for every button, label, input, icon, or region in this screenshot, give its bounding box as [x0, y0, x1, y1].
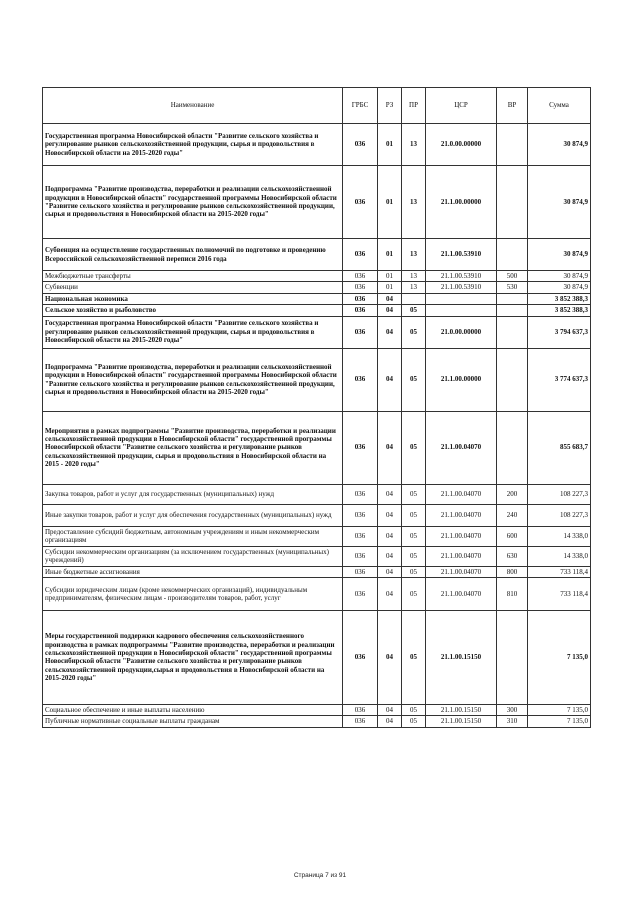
- cell-sum: 108 227,3: [528, 484, 591, 504]
- table-row: [43, 305, 591, 316]
- cell-sum: 3 794 637,3: [528, 316, 591, 348]
- cell-vr: 310: [497, 716, 528, 727]
- cell-vr: [497, 411, 528, 484]
- cell-rz: 04: [378, 305, 402, 316]
- cell-name: Меры государственной поддержки кадрового обеспечения сельскохозяйственного производства в рамках подпрограммы "Развитие производства, переработки и реализации сельскохозяйственной продукции в Новосибирской области" государственной программы Новосибирской области "Развитие сельского хозяйства и регулирование рынков сельскохозяйственной продукции,сырья и продовольствия в Новосибирской области на 2015-2020 годы": [43, 610, 343, 704]
- cell-pr: 13: [402, 124, 426, 166]
- table-row: [43, 704, 591, 715]
- cell-grbs: 036: [343, 610, 378, 704]
- cell-csr: 21.1.00.15150: [426, 704, 497, 715]
- cell-sum: 855 683,7: [528, 411, 591, 484]
- cell-sum: 30 874,9: [528, 239, 591, 271]
- cell-pr: 05: [402, 704, 426, 715]
- cell-name: Государственная программа Новосибирской области "Развитие сельского хозяйства и регулирование рынков сельскохозяйственной продукции, сырья и продовольствия в Новосибирской области на 2015-2020 годы": [43, 124, 343, 166]
- table-row: [43, 577, 591, 610]
- cell-sum: 733 118,4: [528, 566, 591, 577]
- header-rz: РЗ: [378, 88, 402, 124]
- cell-name: Иные закупки товаров, работ и услуг для обеспечения государственных (муниципальных) нужд: [43, 504, 343, 526]
- cell-csr: 21.1.00.53910: [426, 271, 497, 282]
- header-grbs: ГРБС: [343, 88, 378, 124]
- cell-vr: [497, 316, 528, 348]
- cell-vr: [497, 305, 528, 316]
- cell-grbs: 036: [343, 239, 378, 271]
- cell-csr: 21.1.00.00000: [426, 348, 497, 411]
- cell-rz: 04: [378, 316, 402, 348]
- cell-sum: 30 874,9: [528, 282, 591, 293]
- cell-vr: [497, 239, 528, 271]
- header-csr: ЦСР: [426, 88, 497, 124]
- cell-name: Субсидии некоммерческим организациям (за исключением государственных (муниципальных) учреждений): [43, 546, 343, 566]
- cell-vr: [497, 124, 528, 166]
- table-body: [43, 124, 591, 728]
- cell-pr: 05: [402, 610, 426, 704]
- cell-rz: 01: [378, 166, 402, 239]
- cell-csr: 21.1.00.15150: [426, 716, 497, 727]
- cell-pr: 05: [402, 577, 426, 610]
- cell-grbs: 036: [343, 293, 378, 304]
- cell-rz: 04: [378, 348, 402, 411]
- cell-vr: [497, 610, 528, 704]
- cell-name: Иные бюджетные ассигнования: [43, 566, 343, 577]
- cell-vr: [497, 348, 528, 411]
- cell-csr: 21.1.00.04070: [426, 504, 497, 526]
- cell-csr: 21.1.00.04070: [426, 411, 497, 484]
- cell-rz: 04: [378, 610, 402, 704]
- budget-table: [42, 87, 591, 728]
- cell-sum: 30 874,9: [528, 271, 591, 282]
- cell-name: Подпрограмма "Развитие производства, переработки и реализации сельскохозяйственной продукции в Новосибирской области" государственной программы Новосибирской области "Развитие сельского хозяйства и регулирование рынков сельскохозяйственной продукции, сырья и продовольствия в Новосибирской области на 2015-2020 годы": [43, 348, 343, 411]
- cell-rz: 01: [378, 282, 402, 293]
- cell-csr: 21.1.00.53910: [426, 239, 497, 271]
- cell-vr: 800: [497, 566, 528, 577]
- cell-grbs: 036: [343, 124, 378, 166]
- cell-csr: [426, 305, 497, 316]
- cell-sum: 7 135,0: [528, 716, 591, 727]
- cell-csr: 21.1.00.04070: [426, 546, 497, 566]
- cell-rz: 04: [378, 577, 402, 610]
- table-row: [43, 271, 591, 282]
- cell-sum: 3 852 388,3: [528, 293, 591, 304]
- cell-csr: 21.1.00.15150: [426, 610, 497, 704]
- table-row: [43, 716, 591, 727]
- cell-pr: 13: [402, 282, 426, 293]
- cell-csr: 21.1.00.04070: [426, 526, 497, 546]
- cell-grbs: 036: [343, 504, 378, 526]
- table-row: [43, 610, 591, 704]
- cell-rz: 01: [378, 239, 402, 271]
- table-row: [43, 526, 591, 546]
- cell-vr: 500: [497, 271, 528, 282]
- cell-csr: 21.1.00.00000: [426, 166, 497, 239]
- cell-rz: 04: [378, 566, 402, 577]
- cell-name: Мероприятия в рамках подпрограммы "Развитие производства, переработки и реализации сельскохозяйственной продукции в Новосибирской области" государственной программы Новосибирской области "Развитие сельского хозяйства и регулирование рынков сельскохозяйственной продукции, сырья и продовольствия в Новосибирской области на 2015 - 2020 годы": [43, 411, 343, 484]
- cell-sum: 108 227,3: [528, 504, 591, 526]
- header-name: Наименование: [43, 88, 343, 124]
- page-number: Страница 7 из 91: [293, 872, 347, 879]
- cell-csr: 21.0.00.00000: [426, 124, 497, 166]
- cell-name: Социальное обеспечение и иные выплаты населению: [43, 704, 343, 715]
- cell-grbs: 036: [343, 704, 378, 715]
- cell-csr: 21.0.00.00000: [426, 316, 497, 348]
- cell-pr: 05: [402, 504, 426, 526]
- cell-sum: 3 852 388,3: [528, 305, 591, 316]
- cell-rz: 04: [378, 704, 402, 715]
- cell-pr: 05: [402, 566, 426, 577]
- cell-pr: 05: [402, 716, 426, 727]
- cell-grbs: 036: [343, 484, 378, 504]
- cell-csr: [426, 293, 497, 304]
- table-row: [43, 411, 591, 484]
- table-row: [43, 282, 591, 293]
- header-vr: ВР: [497, 88, 528, 124]
- cell-rz: 01: [378, 271, 402, 282]
- table-row: [43, 293, 591, 304]
- cell-vr: 240: [497, 504, 528, 526]
- cell-sum: 30 874,9: [528, 124, 591, 166]
- cell-sum: 7 135,0: [528, 610, 591, 704]
- cell-csr: 21.1.00.53910: [426, 282, 497, 293]
- cell-name: Закупка товаров, работ и услуг для государственных (муниципальных) нужд: [43, 484, 343, 504]
- cell-vr: 600: [497, 526, 528, 546]
- cell-vr: [497, 293, 528, 304]
- cell-pr: 05: [402, 484, 426, 504]
- cell-pr: [402, 293, 426, 304]
- cell-grbs: 036: [343, 305, 378, 316]
- cell-sum: 3 774 637,3: [528, 348, 591, 411]
- cell-grbs: 036: [343, 282, 378, 293]
- cell-pr: 05: [402, 316, 426, 348]
- cell-pr: 13: [402, 239, 426, 271]
- cell-sum: 733 118,4: [528, 577, 591, 610]
- cell-name: Межбюджетные трансферты: [43, 271, 343, 282]
- cell-name: Субвенция на осуществление государственных полномочий по подготовке и проведению Всероссийской сельскохозяйственной переписи 2016 года: [43, 239, 343, 271]
- cell-vr: 810: [497, 577, 528, 610]
- cell-sum: 14 338,0: [528, 526, 591, 546]
- cell-rz: 01: [378, 124, 402, 166]
- cell-grbs: 036: [343, 566, 378, 577]
- cell-rz: 04: [378, 546, 402, 566]
- cell-grbs: 036: [343, 546, 378, 566]
- cell-grbs: 036: [343, 716, 378, 727]
- cell-name: Государственная программа Новосибирской области "Развитие сельского хозяйства и регулирование рынков сельскохозяйственной продукции, сырья и продовольствия в Новосибирской области на 2015-2020 годы": [43, 316, 343, 348]
- header-sum: Сумма: [528, 88, 591, 124]
- cell-rz: 04: [378, 484, 402, 504]
- cell-name: Предоставление субсидий бюджетным, автономным учреждениям и иным некоммерческим организациям: [43, 526, 343, 546]
- cell-pr: 13: [402, 271, 426, 282]
- table-row: [43, 484, 591, 504]
- cell-vr: 300: [497, 704, 528, 715]
- cell-vr: 200: [497, 484, 528, 504]
- cell-vr: [497, 166, 528, 239]
- table-row: [43, 504, 591, 526]
- cell-csr: 21.1.00.04070: [426, 484, 497, 504]
- cell-name: Публичные нормативные социальные выплаты гражданам: [43, 716, 343, 727]
- cell-sum: 30 874,9: [528, 166, 591, 239]
- cell-pr: 05: [402, 305, 426, 316]
- cell-pr: 05: [402, 411, 426, 484]
- cell-rz: 04: [378, 293, 402, 304]
- table-row: [43, 239, 591, 271]
- cell-vr: 630: [497, 546, 528, 566]
- table-row: [43, 566, 591, 577]
- cell-pr: 05: [402, 546, 426, 566]
- cell-sum: 14 338,0: [528, 546, 591, 566]
- table-row: [43, 124, 591, 166]
- cell-grbs: 036: [343, 526, 378, 546]
- table-header-row: [43, 88, 591, 124]
- cell-name: Субвенции: [43, 282, 343, 293]
- cell-rz: 04: [378, 411, 402, 484]
- cell-grbs: 036: [343, 271, 378, 282]
- cell-name: Субсидии юридическим лицам (кроме некоммерческих организаций), индивидуальным предпринимателям, физическим лицам - производителям товаров, работ, услуг: [43, 577, 343, 610]
- cell-name: Подпрограмма "Развитие производства, переработки и реализации сельскохозяйственной продукции в Новосибирской области" государственной программы Новосибирской области "Развитие сельского хозяйства и регулирование рынков сельскохозяйственной продукции, сырья и продовольствия в Новосибирской области на 2015-2020 годы": [43, 166, 343, 239]
- table-row: [43, 166, 591, 239]
- table-row: [43, 316, 591, 348]
- cell-pr: 05: [402, 348, 426, 411]
- cell-grbs: 036: [343, 316, 378, 348]
- cell-pr: 05: [402, 526, 426, 546]
- cell-rz: 04: [378, 504, 402, 526]
- cell-grbs: 036: [343, 577, 378, 610]
- cell-rz: 04: [378, 526, 402, 546]
- table-row: [43, 348, 591, 411]
- table-row: [43, 546, 591, 566]
- cell-csr: 21.1.00.04070: [426, 566, 497, 577]
- cell-sum: 7 135,0: [528, 704, 591, 715]
- cell-name: Национальная экономика: [43, 293, 343, 304]
- cell-csr: 21.1.00.04070: [426, 577, 497, 610]
- cell-pr: 13: [402, 166, 426, 239]
- cell-vr: 530: [497, 282, 528, 293]
- cell-grbs: 036: [343, 166, 378, 239]
- cell-rz: 04: [378, 716, 402, 727]
- cell-name: Сельское хозяйство и рыболовство: [43, 305, 343, 316]
- header-pr: ПР: [402, 88, 426, 124]
- cell-grbs: 036: [343, 411, 378, 484]
- cell-grbs: 036: [343, 348, 378, 411]
